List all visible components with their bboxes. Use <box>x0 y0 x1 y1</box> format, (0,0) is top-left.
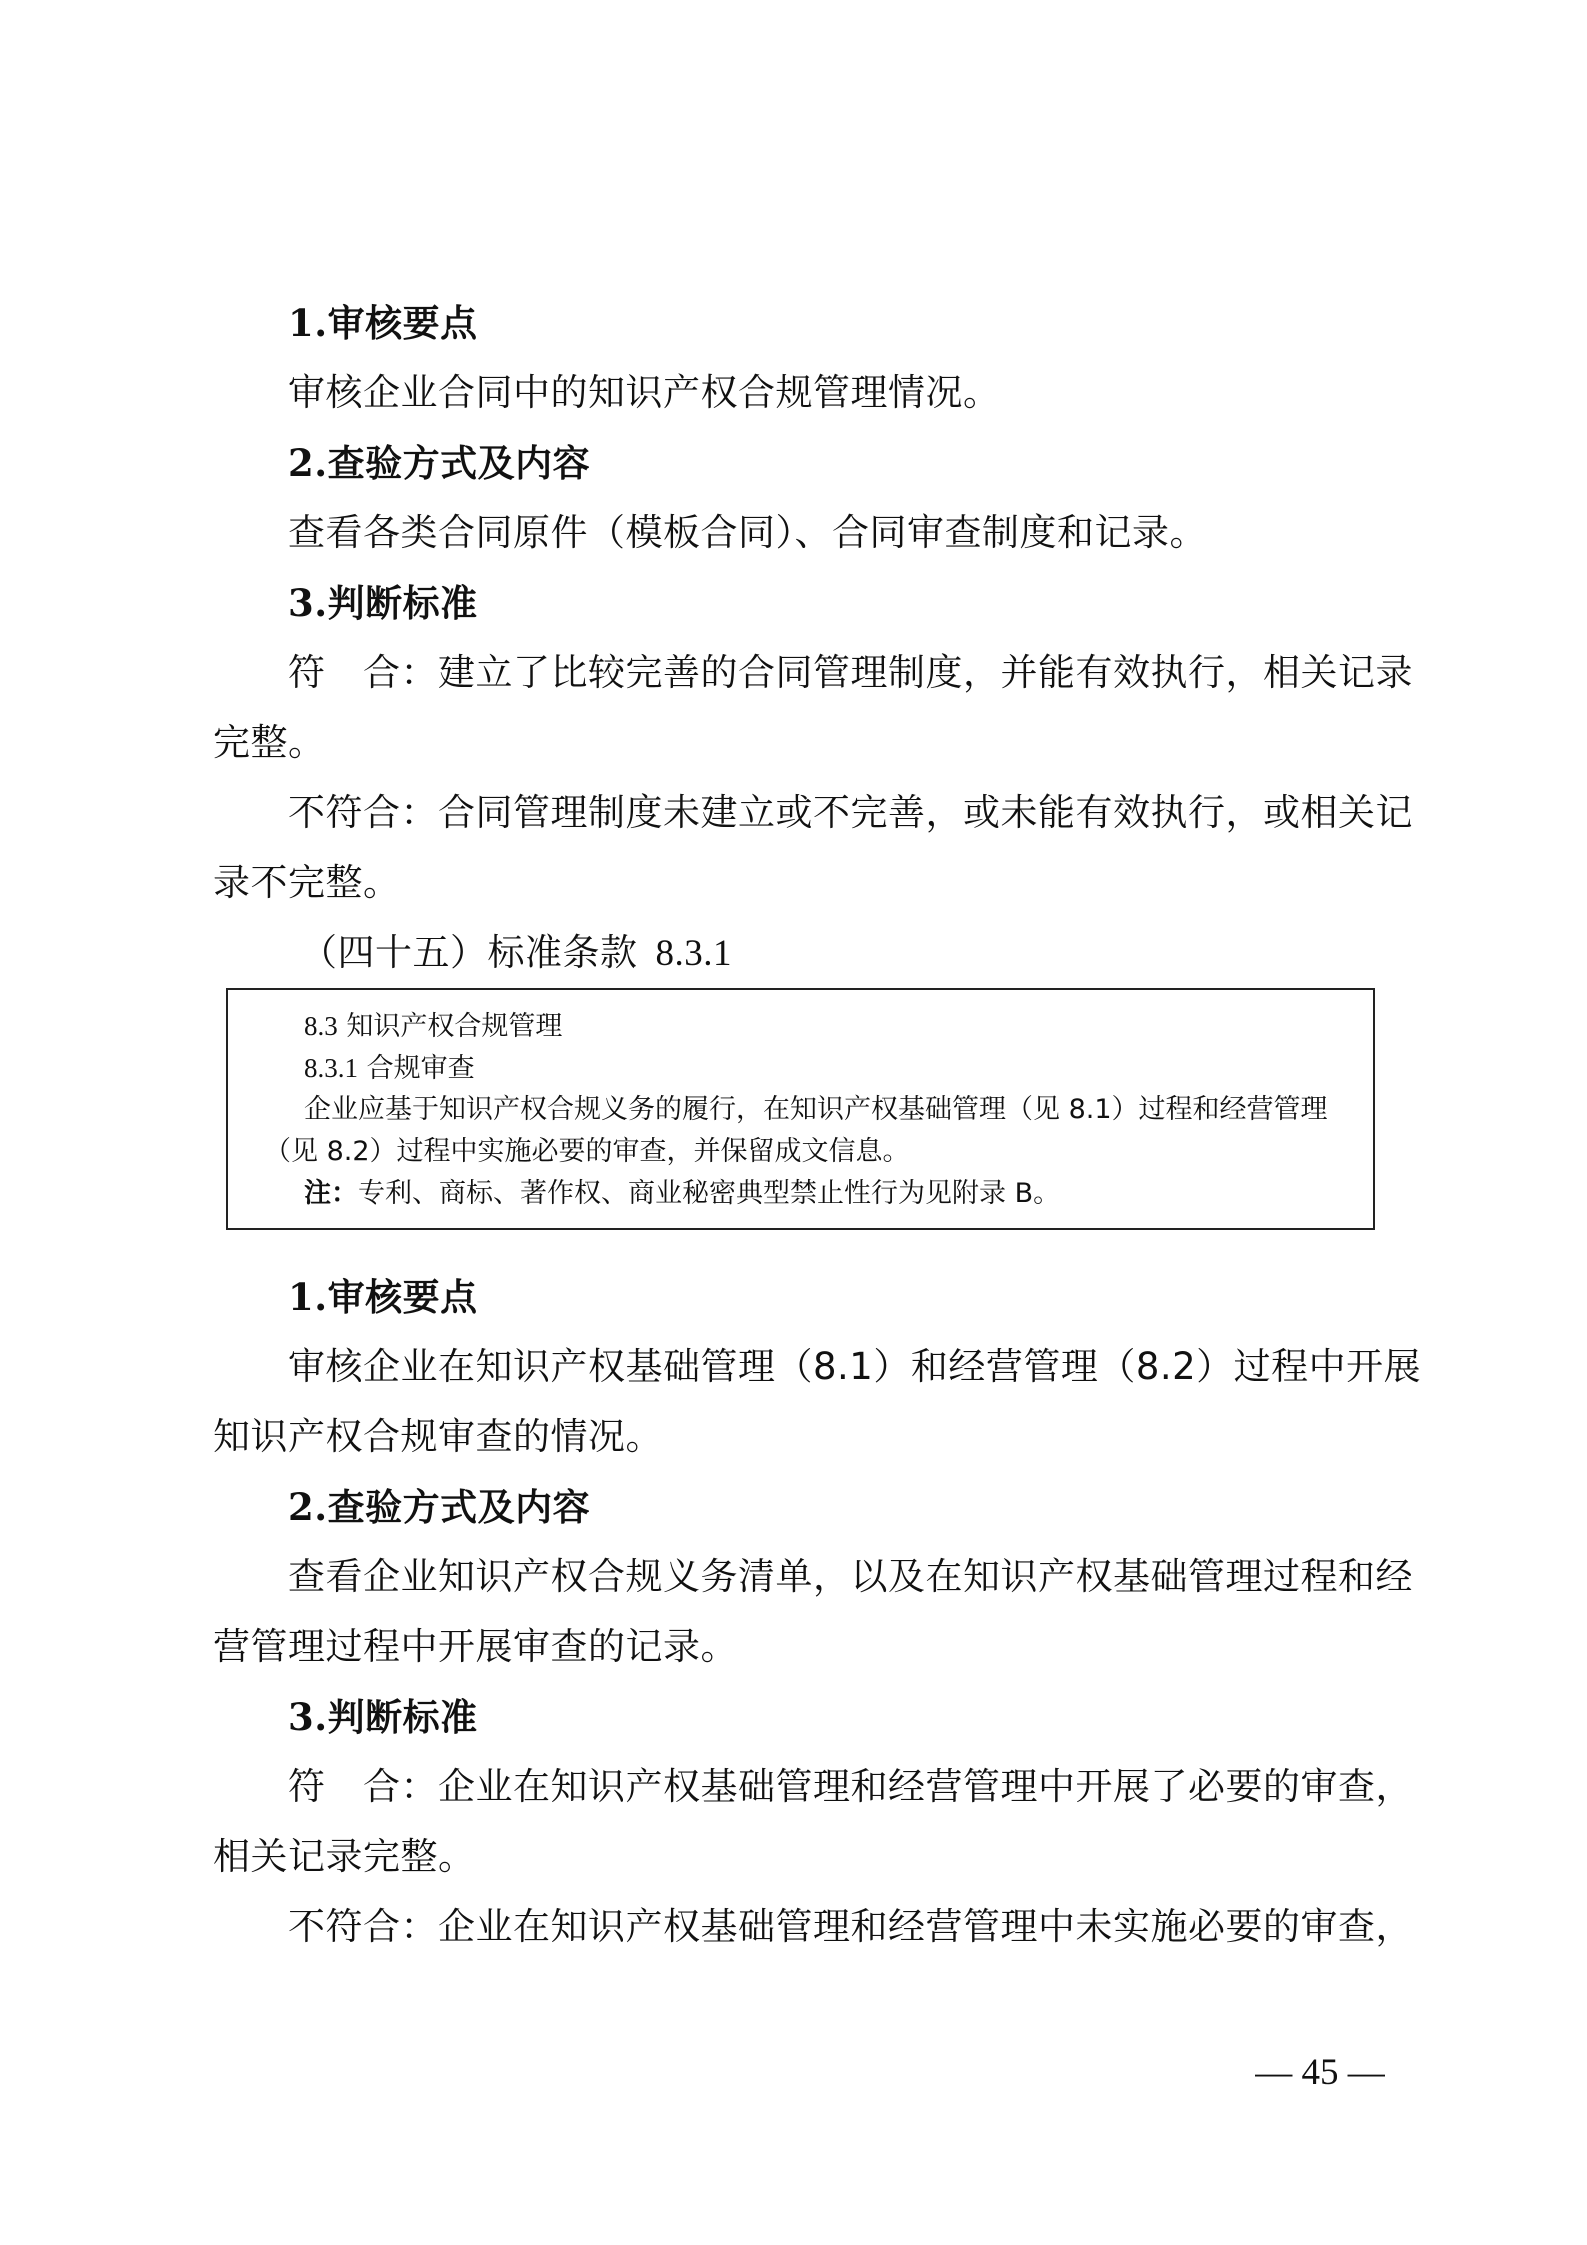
section2-audit-points-text: 审核企业在知识产权基础管理（8.1）和经营管理（8.2）过程中开展 <box>288 1345 1422 1388</box>
section1-nonconform-label: 不符合： <box>288 791 438 834</box>
box-line-subsection <box>304 1050 475 1087</box>
section2-nonconform-line <box>288 1902 1476 1952</box>
box-note-label: 注： <box>304 1178 358 1209</box>
section1-conform-text-continued: 完整。 <box>213 721 326 764</box>
box-line-section <box>304 1008 562 1045</box>
section2-conform-label: 符 合： <box>288 1765 438 1808</box>
section1-nonconform-text: 合同管理制度未建立或不完善，或未能有效执行，或相关记 <box>438 791 1413 834</box>
section2-conform-line <box>288 1762 1476 1812</box>
section2-nonconform-text: 企业在知识产权基础管理和经营管理中未实施必要的审查， <box>438 1905 1413 1948</box>
section2-heading-audit-points: 1.审核要点 <box>288 1275 478 1319</box>
section1-nonconform-line <box>288 788 1476 838</box>
section1-conform-line <box>288 648 1476 698</box>
section1-conform-label: 符 合： <box>288 651 438 694</box>
section1-audit-points-text: 审核企业合同中的知识产权合规管理情况。 <box>288 371 1001 414</box>
section1-heading-audit-points: 1.审核要点 <box>288 301 478 345</box>
section2-conform-text: 企业在知识产权基础管理和经营管理中开展了必要的审查， <box>438 1765 1413 1808</box>
clause-code: 8.3.1 <box>655 933 732 974</box>
section2-heading-criteria: 3.判断标准 <box>288 1695 478 1739</box>
box-section-title: 知识产权合规管理 <box>346 1011 563 1042</box>
section1-conform-text: 建立了比较完善的合同管理制度，并能有效执行，相关记录 <box>438 651 1413 694</box>
box-subsection-title: 合规审查 <box>366 1053 475 1084</box>
section1-nonconform-text-continued: 录不完整。 <box>213 861 401 904</box>
section1-heading-inspection-method: 2.查验方式及内容 <box>288 441 591 485</box>
clause-title: （四十五）标准条款 <box>300 931 638 974</box>
clause-title-line <box>300 928 1488 979</box>
standard-clause-box <box>226 988 1375 1230</box>
box-subsection-number: 8.3.1 <box>304 1053 358 1083</box>
section2-inspection-method-text-continued: 营管理过程中开展审查的记录。 <box>213 1625 738 1668</box>
section2-conform-text-continued: 相关记录完整。 <box>213 1835 476 1878</box>
box-requirement-text-continued: （见 8.2）过程中实施必要的审查，并保留成文信息。 <box>264 1136 910 1167</box>
section2-inspection-method-text: 查看企业知识产权合规义务清单，以及在知识产权基础管理过程和经 <box>288 1555 1413 1598</box>
box-note-line <box>304 1176 1060 1212</box>
section2-nonconform-label: 不符合： <box>288 1905 438 1948</box>
box-section-number: 8.3 <box>304 1011 338 1041</box>
section1-inspection-method-text: 查看各类合同原件（模板合同）、合同审查制度和记录。 <box>288 511 1207 554</box>
box-note-text: 专利、商标、著作权、商业秘密典型禁止性行为见附录 B。 <box>358 1178 1061 1209</box>
section2-heading-inspection-method: 2.查验方式及内容 <box>288 1485 591 1529</box>
section2-audit-points-text-continued: 知识产权合规审查的情况。 <box>213 1415 663 1458</box>
box-requirement-text: 企业应基于知识产权合规义务的履行，在知识产权基础管理（见 8.1）过程和经营管理 <box>304 1094 1328 1125</box>
page-number: — 45 — <box>1255 2052 1385 2093</box>
section1-heading-criteria: 3.判断标准 <box>288 581 478 625</box>
